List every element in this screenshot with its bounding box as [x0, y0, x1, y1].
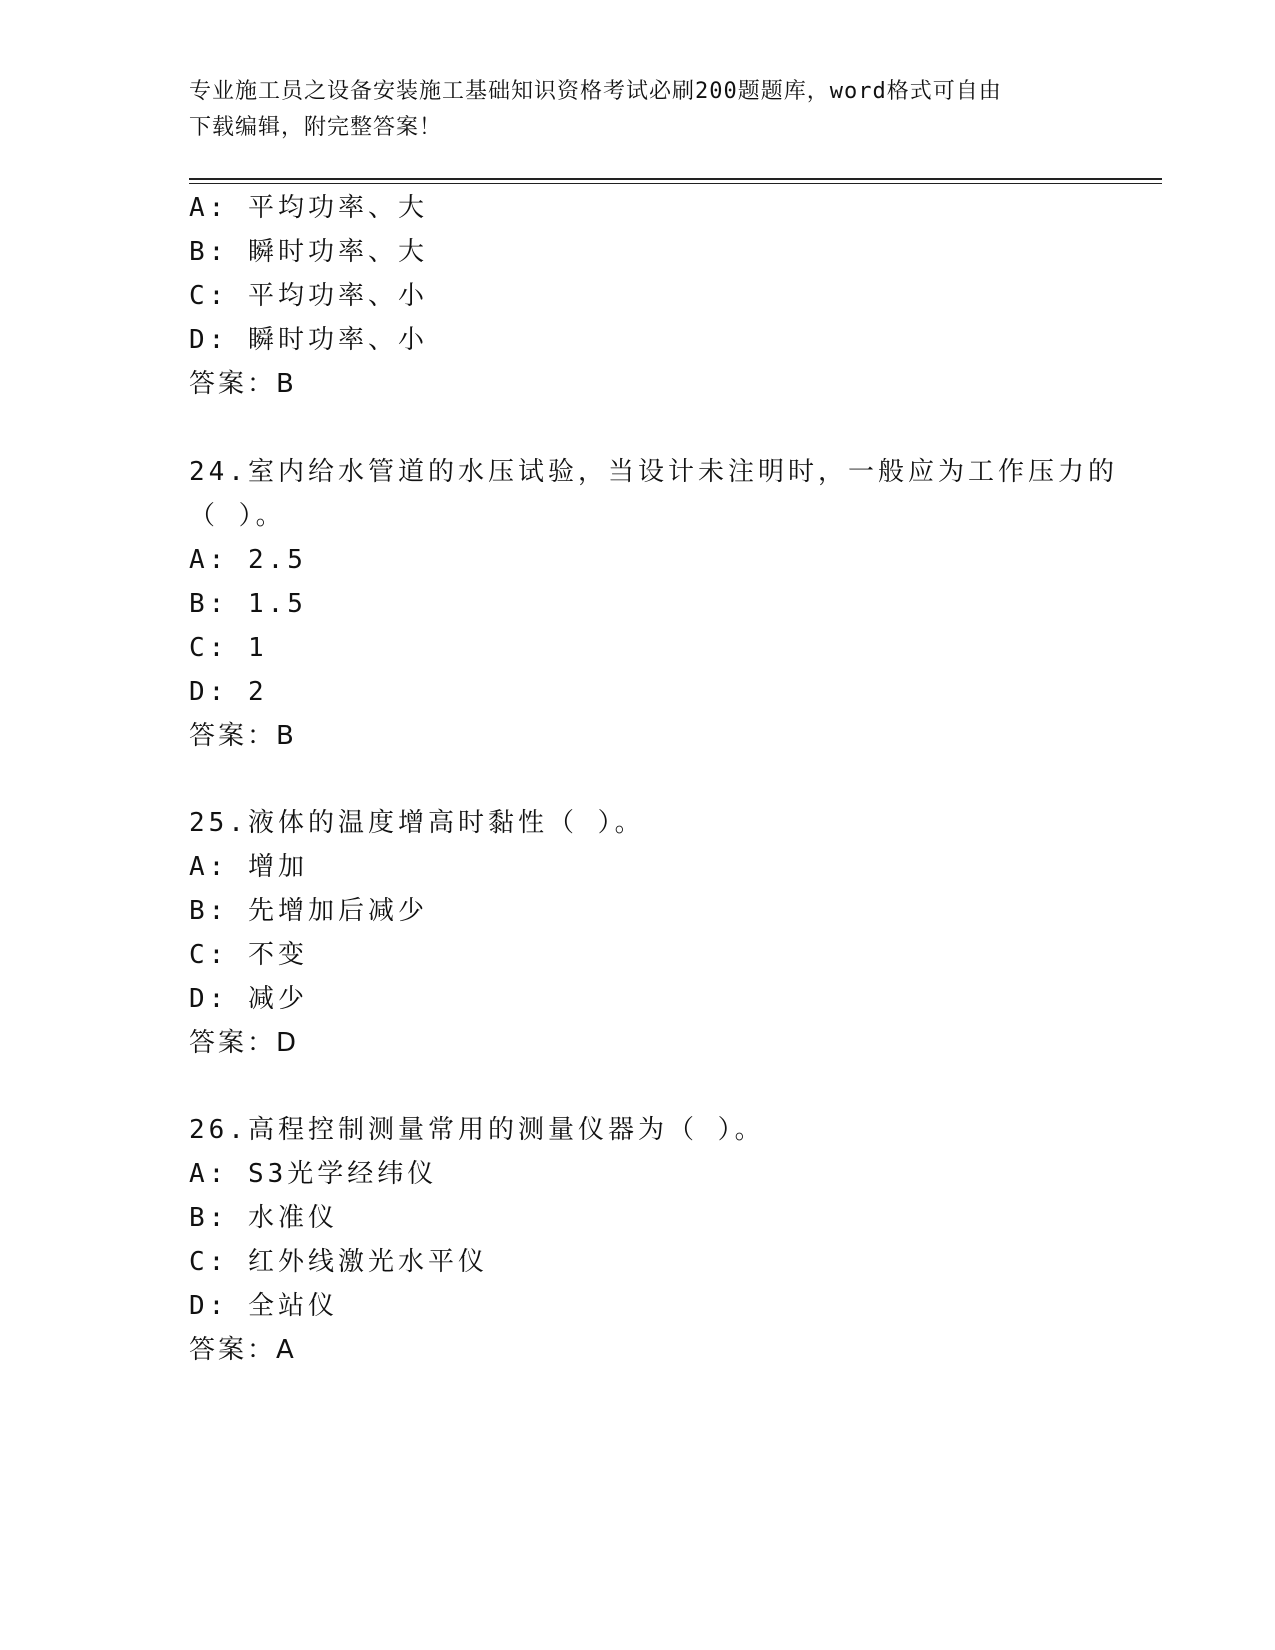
q23-option-a: A: 平均功率、大 [189, 193, 428, 223]
q25-option-a: A: 增加 [189, 852, 308, 882]
q24-option-d: D: 2 [189, 677, 268, 707]
header-line-1: 专业施工员之设备安装施工基础知识资格考试必刷200题题库，word格式可自由 [189, 79, 1002, 104]
header-line-2: 下载编辑，附完整答案！ [189, 115, 443, 140]
q24-option-c: C: 1 [189, 633, 268, 663]
q23-answer: 答案：B [189, 369, 297, 399]
q25-stem: 25.液体的温度增高时黏性（ ）。 [189, 808, 645, 838]
q25-option-c: C: 不变 [189, 940, 308, 970]
q25-option-d: D: 减少 [189, 984, 308, 1014]
q26-answer: 答案：A [189, 1335, 297, 1365]
q26-option-c: C: 红外线激光水平仪 [189, 1247, 488, 1277]
q23-option-d: D: 瞬时功率、小 [189, 325, 428, 355]
q24-option-a: A: 2.5 [189, 545, 307, 575]
q25-answer: 答案：D [189, 1028, 300, 1058]
q25-option-b: B: 先增加后减少 [189, 896, 428, 926]
q24-stem-line-2: （ ）。 [189, 501, 286, 531]
q26-stem: 26.高程控制测量常用的测量仪器为（ ）。 [189, 1115, 765, 1145]
q24-stem-line-1: 24.室内给水管道的水压试验，当设计未注明时，一般应为工作压力的 [189, 457, 1118, 487]
header-divider-thick [189, 178, 1162, 180]
q23-option-c: C: 平均功率、小 [189, 281, 428, 311]
document-header [189, 74, 1089, 146]
q24-answer: 答案：B [189, 721, 297, 751]
q26-option-b: B: 水准仪 [189, 1203, 338, 1233]
q23-option-b: B: 瞬时功率、大 [189, 237, 428, 267]
q26-option-a: A: S3光学经纬仪 [189, 1159, 438, 1189]
header-divider-thin [189, 183, 1162, 184]
q26-option-d: D: 全站仪 [189, 1291, 338, 1321]
q24-option-b: B: 1.5 [189, 589, 307, 619]
